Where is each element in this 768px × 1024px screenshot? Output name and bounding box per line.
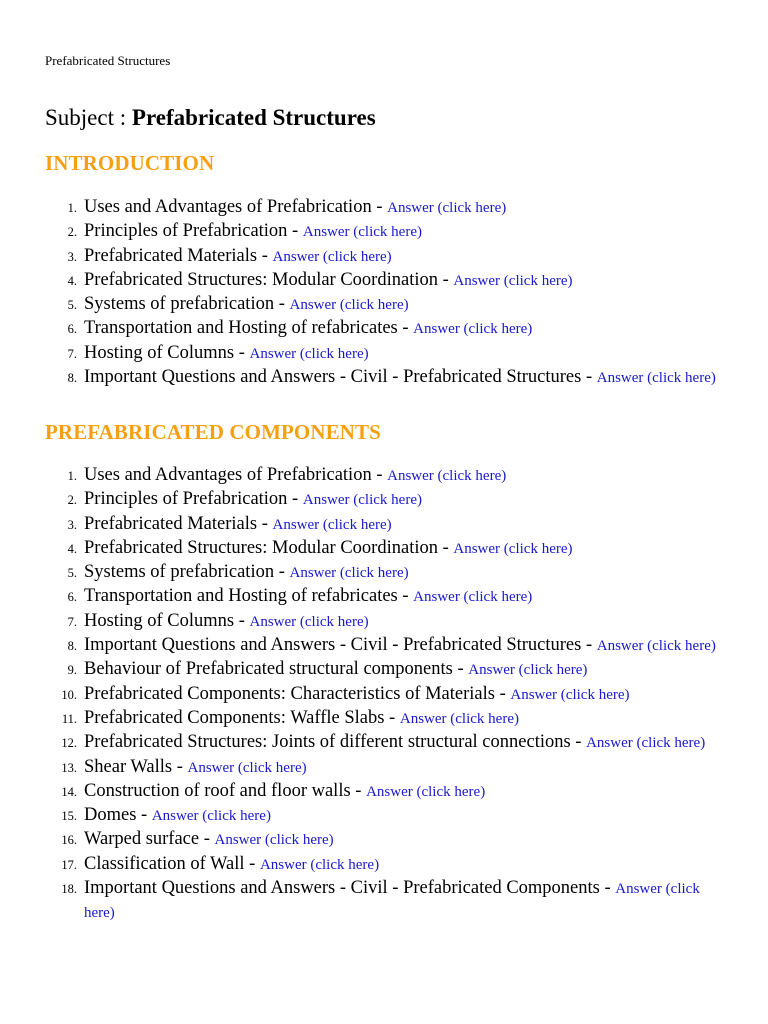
subject-heading xyxy=(45,105,376,131)
list-item-text: Hosting of Columns - xyxy=(84,342,250,363)
prefabricated-components-list xyxy=(61,464,724,926)
answer-link[interactable]: Answer (click here) xyxy=(596,370,716,387)
list-item xyxy=(61,707,724,731)
list-item-number: 16. xyxy=(61,833,77,848)
list-item-number: 5. xyxy=(67,298,77,313)
list-item xyxy=(67,317,724,341)
list-item-number: 7. xyxy=(67,614,77,629)
section-title-introduction: INTRODUCTION xyxy=(45,151,215,175)
list-item xyxy=(61,780,724,804)
list-item-number: 6. xyxy=(67,590,77,605)
answer-link[interactable]: Answer (click here) xyxy=(289,565,409,582)
list-item-text: Uses and Advantages of Prefabrication - xyxy=(84,197,388,217)
list-item-text: Prefabricated Structures: Joints of different structural connections - xyxy=(84,732,587,753)
answer-link[interactable]: Answer (click here) xyxy=(387,200,507,216)
section-title-prefabricated-components: PREFABRICATED COMPONENTS xyxy=(45,420,381,444)
list-item-number: 8. xyxy=(67,639,77,654)
list-item-text: Prefabricated Components: Waffle Slabs - xyxy=(84,707,400,728)
list-item-number: 6. xyxy=(67,322,77,337)
answer-link[interactable]: Answer (click here) xyxy=(84,881,700,922)
list-item-number: 9. xyxy=(67,663,77,678)
list-item-text: Transportation and Hosting of refabricates - xyxy=(84,586,414,607)
list-item xyxy=(67,610,724,634)
answer-link[interactable]: Answer (click here) xyxy=(453,540,573,557)
list-item xyxy=(67,464,724,488)
list-item-number: 2. xyxy=(67,225,77,240)
list-item-text: Prefabricated Components: Characteristics of Materials - xyxy=(84,683,511,704)
answer-link[interactable]: Answer (click here) xyxy=(272,248,392,265)
list-item-text: Behaviour of Prefabricated structural components - xyxy=(84,659,469,680)
answer-link[interactable]: Answer (click here) xyxy=(249,613,369,630)
answer-link[interactable]: Answer (click here) xyxy=(151,808,271,825)
list-item-text: Important Questions and Answers - Civil - Prefabricated Structures - xyxy=(84,635,597,656)
page-header: Prefabricated Structures xyxy=(45,53,171,68)
answer-link[interactable]: Answer (click here) xyxy=(387,468,507,484)
list-item-number: 11. xyxy=(61,711,77,726)
list-item xyxy=(61,683,724,707)
list-item-number: 3. xyxy=(67,517,77,532)
list-item-number: 14. xyxy=(61,784,77,799)
answer-link[interactable]: Answer (click here) xyxy=(249,345,369,362)
list-item-text: Systems of prefabrication - xyxy=(84,562,290,583)
list-item xyxy=(61,828,724,852)
list-item xyxy=(67,585,724,609)
list-item-number: 15. xyxy=(61,809,77,824)
list-item-number: 5. xyxy=(67,566,77,581)
list-item-text: Shear Walls - xyxy=(84,756,188,777)
list-item-number: 13. xyxy=(61,760,77,775)
list-item-text: Warped surface - xyxy=(84,829,215,850)
answer-link[interactable]: Answer (click here) xyxy=(399,710,519,727)
list-item xyxy=(67,513,724,537)
list-item xyxy=(67,293,724,317)
list-item-number: 18. xyxy=(61,882,77,897)
list-item-text: Principles of Prefabrication - xyxy=(84,489,303,510)
list-item-text: Prefabricated Materials - xyxy=(84,513,273,534)
list-item-text: Systems of prefabrication - xyxy=(84,294,290,315)
list-item-number: 2. xyxy=(67,493,77,508)
list-item xyxy=(67,658,724,682)
answer-link[interactable]: Answer (click here) xyxy=(302,224,422,241)
list-item-text: Prefabricated Materials - xyxy=(84,245,273,266)
list-item-text: Prefabricated Structures: Modular Coordination - xyxy=(84,269,454,290)
list-item xyxy=(67,488,724,512)
answer-link[interactable]: Answer (click here) xyxy=(187,759,307,776)
list-item xyxy=(67,537,724,561)
list-item-text: Domes - xyxy=(84,805,152,826)
list-item-text: Important Questions and Answers - Civil - Prefabricated Structures - xyxy=(84,367,597,388)
answer-link[interactable]: Answer (click here) xyxy=(214,832,334,849)
answer-link[interactable]: Answer (click here) xyxy=(289,297,409,314)
answer-link[interactable]: Answer (click here) xyxy=(596,638,716,655)
list-item-number: 1. xyxy=(67,201,77,215)
list-item-text: Transportation and Hosting of refabricates - xyxy=(84,318,414,339)
answer-link[interactable]: Answer (click here) xyxy=(302,492,422,509)
list-item-text: Classification of Wall - xyxy=(84,853,260,874)
list-item-text: Uses and Advantages of Prefabrication - xyxy=(84,465,388,485)
list-item-number: 1. xyxy=(67,469,77,483)
list-item xyxy=(61,853,724,877)
list-item-text: Principles of Prefabrication - xyxy=(84,221,303,242)
list-item xyxy=(67,342,724,366)
list-item xyxy=(67,196,724,220)
list-item xyxy=(61,804,724,828)
list-item-number: 10. xyxy=(61,687,77,702)
list-item-number: 4. xyxy=(67,541,77,556)
list-item-number: 17. xyxy=(61,857,77,872)
list-item-text: Hosting of Columns - xyxy=(84,610,250,631)
answer-link[interactable]: Answer (click here) xyxy=(366,783,486,800)
list-item-text: Prefabricated Structures: Modular Coordination - xyxy=(84,537,454,558)
list-item xyxy=(61,756,724,780)
subject-label: Subject : xyxy=(45,105,132,130)
list-item-number: 4. xyxy=(67,273,77,288)
list-item xyxy=(61,877,724,926)
answer-link[interactable]: Answer (click here) xyxy=(413,589,533,606)
answer-link[interactable]: Answer (click here) xyxy=(468,662,588,679)
list-item xyxy=(67,561,724,585)
list-item xyxy=(67,366,724,390)
list-item-number: 7. xyxy=(67,346,77,361)
list-item-number: 12. xyxy=(61,736,77,751)
introduction-list xyxy=(67,196,724,390)
list-item-number: 8. xyxy=(67,371,77,386)
list-item xyxy=(67,245,724,269)
answer-link[interactable]: Answer (click here) xyxy=(510,686,630,703)
answer-link[interactable]: Answer (click here) xyxy=(413,321,533,338)
list-item xyxy=(67,269,724,293)
list-item-text: Important Questions and Answers - Civil - Prefabricated Components - xyxy=(84,878,616,899)
list-item-text: Construction of roof and floor walls - xyxy=(84,780,367,801)
subject-name: Prefabricated Structures xyxy=(131,105,376,130)
answer-link[interactable]: Answer (click here) xyxy=(453,272,573,289)
answer-link[interactable]: Answer (click here) xyxy=(586,735,706,752)
list-item xyxy=(67,220,724,244)
list-item xyxy=(61,731,724,755)
answer-link[interactable]: Answer (click here) xyxy=(259,856,380,873)
answer-link[interactable]: Answer (click here) xyxy=(272,516,392,533)
list-item xyxy=(67,634,724,658)
list-item-number: 3. xyxy=(67,249,77,264)
